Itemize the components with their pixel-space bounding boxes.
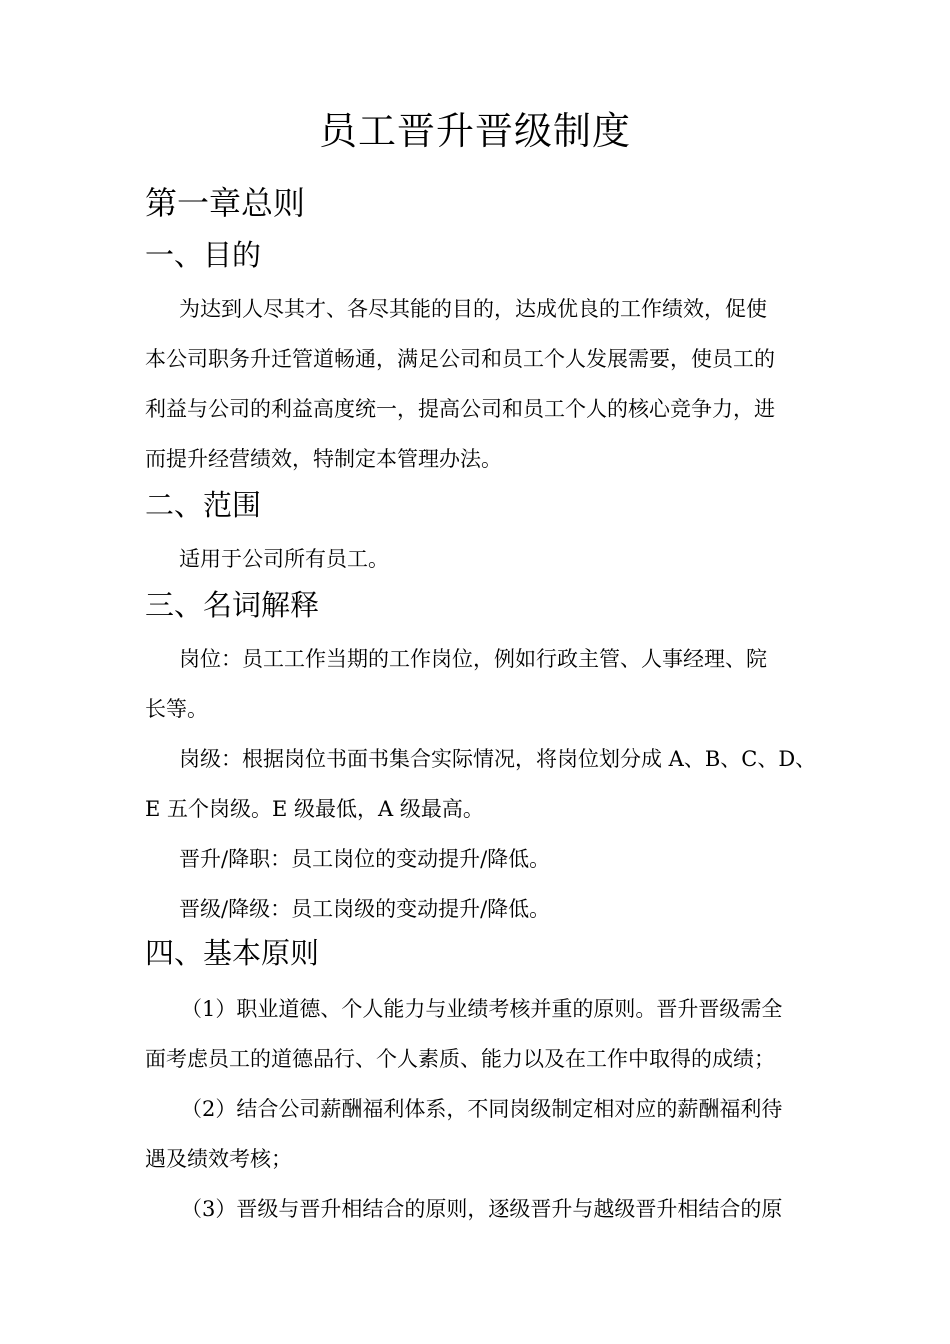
paragraph-line: 利益与公司的利益高度统一，提高公司和员工个人的核心竞争力，进 xyxy=(145,397,775,421)
definition-position xyxy=(145,634,809,734)
paragraph-line: 而提升经营绩效，特制定本管理办法。 xyxy=(145,447,502,471)
section-heading-scope: 二、范围 xyxy=(145,488,262,522)
section-heading-principles: 四、基本原则 xyxy=(145,936,320,970)
paragraph-line: 岗位：员工工作当期的工作岗位，例如行政主管、人事经理、院 xyxy=(179,647,767,671)
chapter-title: 第一章总则 xyxy=(145,184,306,222)
principle-item-2 xyxy=(145,1084,809,1184)
definition-grade-change xyxy=(145,884,809,934)
paragraph-line: 本公司职务升迁管道畅通，满足公司和员工个人发展需要，使员工的 xyxy=(145,347,775,371)
definition-position-grade xyxy=(145,734,817,834)
paragraph-line: 长等。 xyxy=(145,697,208,721)
paragraph-line: 遇及绩效考核； xyxy=(145,1147,292,1171)
section-heading-purpose: 一、目的 xyxy=(145,238,262,272)
scope-paragraph xyxy=(145,534,809,584)
paragraph-line: 晋升/降职：员工岗位的变动提升/降低。 xyxy=(179,847,551,871)
paragraph-line: 为达到人尽其才、各尽其能的目的，达成优良的工作绩效，促使 xyxy=(179,297,767,321)
definition-promotion xyxy=(145,834,809,884)
principle-item-3 xyxy=(145,1184,809,1234)
purpose-paragraph xyxy=(145,284,809,484)
paragraph-line: 面考虑员工的道德品行、个人素质、能力以及在工作中取得的成绩； xyxy=(145,1047,775,1071)
paragraph-line: （2）结合公司薪酬福利体系，不同岗级制定相对应的薪酬福利待 xyxy=(181,1097,783,1121)
paragraph-line: （3）晋级与晋升相结合的原则，逐级晋升与越级晋升相结合的原 xyxy=(181,1197,783,1221)
section-heading-definitions: 三、名词解释 xyxy=(145,588,320,622)
paragraph-line: （1）职业道德、个人能力与业绩考核并重的原则。晋升晋级需全 xyxy=(181,997,783,1021)
paragraph-line: 适用于公司所有员工。 xyxy=(179,547,389,571)
paragraph-line: E 五个岗级。E 级最低，A 级最高。 xyxy=(145,797,484,821)
paragraph-line: 岗级：根据岗位书面书集合实际情况，将岗位划分成 A、B、C、D、 xyxy=(179,747,817,771)
paragraph-line: 晋级/降级：员工岗级的变动提升/降低。 xyxy=(179,897,551,921)
document-title: 员工晋升晋级制度 xyxy=(318,109,631,153)
principle-item-1 xyxy=(145,984,809,1084)
